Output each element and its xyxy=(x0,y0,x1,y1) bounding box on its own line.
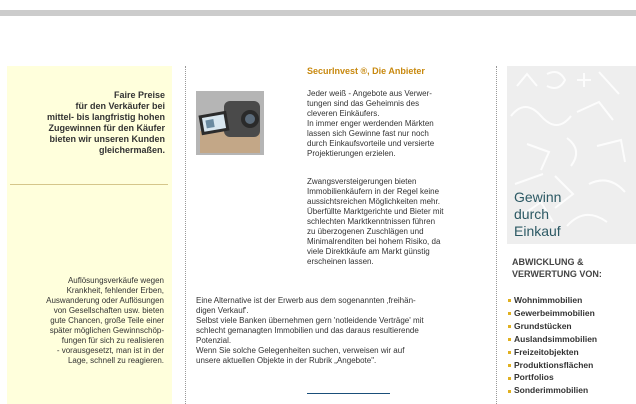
paragraph-line: aussichtsreichen Möglichkeiten mehr. xyxy=(307,197,440,206)
slogan-line: Einkauf xyxy=(514,223,561,239)
service-label: Produktionsflächen xyxy=(514,359,594,370)
list-item xyxy=(508,359,597,372)
bullet-icon xyxy=(508,351,511,354)
intro-line: Faire Preise xyxy=(113,90,165,100)
liquidation-line: gute Chancen, große Teile einer xyxy=(50,316,164,325)
paragraph-line: unsere aktuellen Objekte in der Rubrik „Angebote". xyxy=(196,356,377,365)
paragraph-line: Eine Alternative ist der Erwerb aus dem sogenannten ‚freihän- xyxy=(196,296,416,305)
paragraph-line: schlecht gemanagten Immobilien und das daraus resultierende xyxy=(196,326,419,335)
liquidation-line: Krankheit, fehlender Erben, xyxy=(66,286,164,295)
liquidation-line: Lage, schnell zu reagieren. xyxy=(67,356,164,365)
bullet-icon xyxy=(508,299,511,302)
intro-line: bieten wir unseren Kunden xyxy=(49,134,165,144)
bullet-icon xyxy=(508,338,511,341)
paragraph-line: Wenn Sie solche Gelegenheiten suchen, verweisen wir auf xyxy=(196,346,405,355)
liquidation-line: - vorausgesetzt, man ist in der xyxy=(56,346,164,355)
heading-line: ABWICKLUNG & xyxy=(512,257,584,267)
top-bar xyxy=(0,10,636,16)
intro-paragraph xyxy=(307,89,487,159)
paragraph-line: viele Direktkäufe am Markt günstig xyxy=(307,247,430,256)
paragraph-line: durch Einkaufsvorteile und versierte xyxy=(307,139,435,148)
liquidation-text xyxy=(13,276,164,366)
paragraph-line: cleveren Einkäufers. xyxy=(307,109,380,118)
list-item xyxy=(508,371,597,384)
service-label: Gewerbeimmobilien xyxy=(514,307,595,318)
service-label: Grundstücken xyxy=(514,320,572,331)
heading-line: VERWERTUNG VON: xyxy=(512,269,602,279)
services-heading xyxy=(512,256,602,280)
paragraph-line: Immobilienkäufern in der Regel keine xyxy=(307,187,440,196)
list-item xyxy=(508,333,597,346)
alternative-paragraph xyxy=(196,296,491,366)
intro-line: für den Verkäufer bei xyxy=(75,101,165,111)
list-item xyxy=(508,320,597,333)
liquidation-line: von Gesellschaften usw. bieten xyxy=(53,306,164,315)
service-label: Portfolios xyxy=(514,372,554,383)
auctions-paragraph xyxy=(307,177,487,267)
service-label: Wohnimmobilien xyxy=(514,295,583,305)
list-item xyxy=(508,346,597,359)
bullet-icon xyxy=(508,325,511,328)
list-item xyxy=(508,307,597,320)
liquidation-line: fungen für sich zu realisieren xyxy=(61,336,164,345)
fair-prices-text xyxy=(15,90,165,156)
paragraph-line: schlechten Marktkenntnissen führen xyxy=(307,217,436,226)
services-list xyxy=(508,294,597,397)
liquidation-line: Auswanderung oder Auflösungen xyxy=(46,296,164,305)
intro-line: Zugewinnen für den Käufer xyxy=(48,123,165,133)
paragraph-line: digen Verkauf'. xyxy=(196,306,249,315)
paragraph-line: tungen sind das Geheimnis des xyxy=(307,99,420,108)
list-item xyxy=(508,384,597,397)
footer-divider xyxy=(307,393,390,394)
bullet-icon xyxy=(508,312,511,315)
bullet-icon xyxy=(508,364,511,367)
paragraph-line: lassen sich Gewinne fast nur noch xyxy=(307,129,429,138)
paragraph-line: Jeder weiß - Angebote aus Verwer- xyxy=(307,89,432,98)
bullet-icon xyxy=(508,377,511,380)
list-item xyxy=(508,294,597,307)
paragraph-line: zu überzogenen Zuschlägen und xyxy=(307,227,424,236)
left-sidebar xyxy=(7,66,172,404)
intro-line: mittel- bis langfristig hohen xyxy=(46,112,165,122)
column-separator xyxy=(185,66,186,404)
left-divider xyxy=(10,184,168,185)
paragraph-line: Selbst viele Banken übernehmen gern 'notleidende Verträge' mit xyxy=(196,316,424,325)
camcorder-photo xyxy=(196,91,264,155)
service-label: Sonderimmobilien xyxy=(514,385,589,396)
service-label: Auslandsimmobilien xyxy=(514,333,598,344)
paragraph-line: Projektierungen erzielen. xyxy=(307,149,396,158)
paragraph-line: Minimalrenditen bei hohem Risiko, da xyxy=(307,237,441,246)
slogan xyxy=(514,189,561,240)
liquidation-line: Auflösungsverkäufe wegen xyxy=(67,276,164,285)
liquidation-line: später möglichen Gewinnschöp- xyxy=(49,326,164,335)
service-label: Freizeitobjekten xyxy=(514,346,579,357)
page-title: SecurInvest ®, Die Anbieter xyxy=(307,66,425,76)
column-separator xyxy=(496,66,497,404)
bullet-icon xyxy=(508,390,511,393)
slogan-line: durch xyxy=(514,206,550,222)
intro-line: gleichermaßen. xyxy=(98,145,165,155)
paragraph-line: In immer enger werdenden Märkten xyxy=(307,119,434,128)
camcorder-illustration xyxy=(196,91,264,155)
paragraph-line: erscheinen lassen. xyxy=(307,257,374,266)
paragraph-line: Überfüllte Marktgerichte und Bieter mit xyxy=(307,207,444,216)
slogan-line: Gewinn xyxy=(514,189,562,205)
paragraph-line: Potenzial. xyxy=(196,336,232,345)
paragraph-line: Zwangsversteigerungen bieten xyxy=(307,177,417,186)
